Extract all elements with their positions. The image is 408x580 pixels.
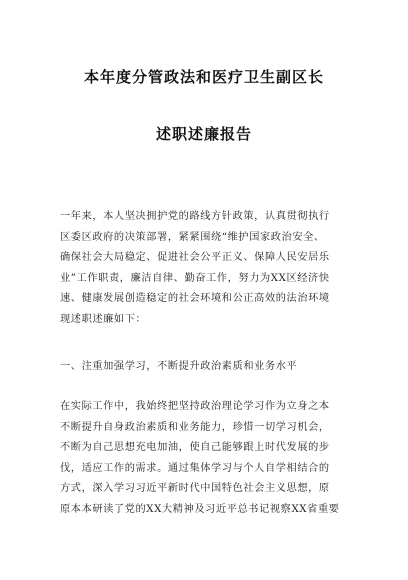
paragraph-line: 业”工作职责，廉洁自律、勤奋工作，努力为XX区经济快: [60, 272, 330, 284]
paragraph-line: 不断为自己思想充电加油，使自己能够跟上时代发展的步: [60, 442, 330, 453]
section-heading: 一、注重加强学习，不断提升政治素质和业务水平: [60, 361, 298, 372]
paragraph-line: 一年来，本人坚决拥护党的路线方针政策，认真贯彻执行: [60, 211, 330, 222]
paragraph-line: 方式，深入学习习近平新时代中国特色社会主义思想，原: [60, 483, 330, 494]
section-paragraph: [60, 397, 360, 520]
paragraph-line: 在实际工作中，我始终把坚持政治理论学习作为立身之本: [60, 401, 330, 412]
paragraph-line: 伐，适应工作的需求。通过集体学习与个人自学相结合的: [60, 462, 330, 474]
paragraph-line: 区委区政府的决策部署，紧紧围绕“维护国家政治安全、: [60, 231, 325, 243]
paragraph-line: 不断提升自身政治素质和业务能力，珍惜一切学习机会，: [60, 421, 330, 433]
paragraph-line: 现述职述廉如下：: [60, 313, 147, 325]
paragraph-line: 原本本研读了党的XX大精神及习近平总书记视察XX省重要: [60, 503, 340, 515]
paragraph-line: 速、健康发展创造稳定的社会环境和公正高效的法治环境: [60, 293, 330, 304]
paragraph-line: 确保社会大局稳定、促进社会公平正义、保障人民安居乐: [60, 252, 330, 263]
document-title-line-2: 述职述廉报告: [155, 125, 252, 143]
intro-paragraph: [60, 207, 360, 330]
document-title-line-1: 本年度分管政法和医疗卫生副区长: [83, 68, 324, 86]
